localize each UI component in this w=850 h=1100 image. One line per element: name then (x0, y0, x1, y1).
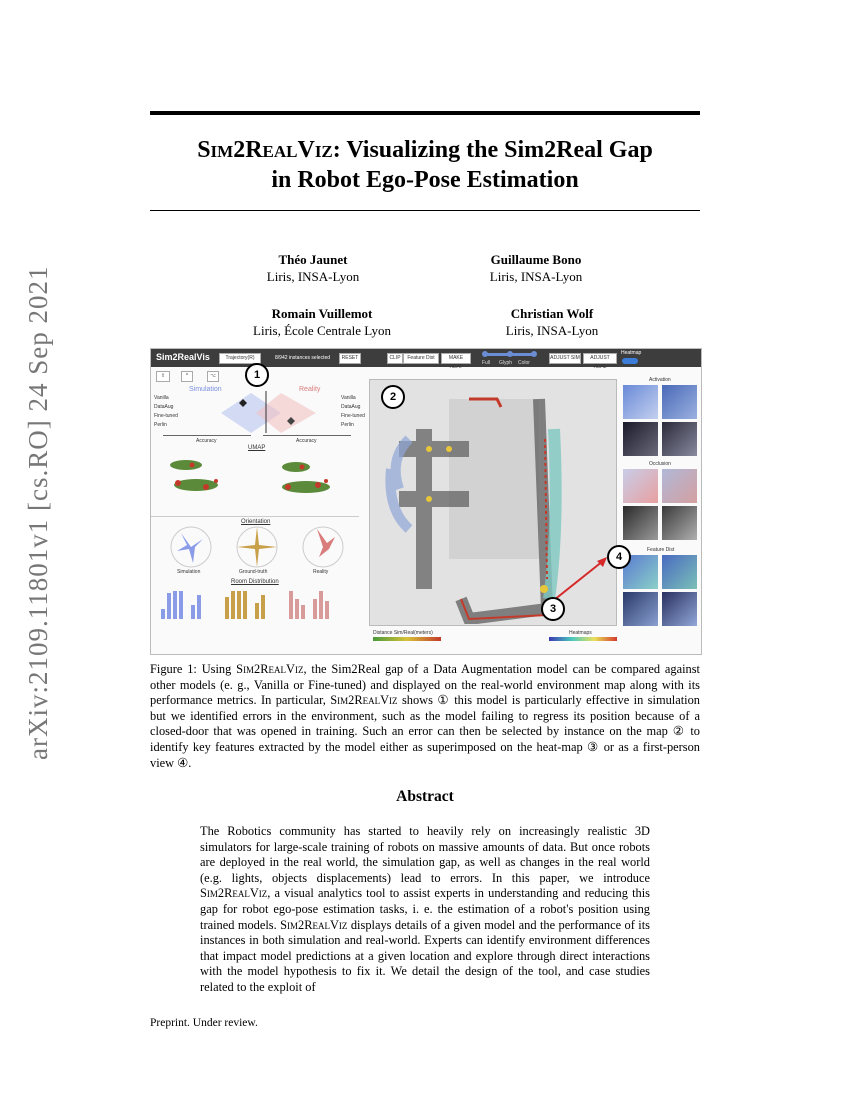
umap-scatter (156, 453, 356, 503)
model-name: DataAug (154, 404, 174, 410)
occlusion-thumbnail[interactable] (623, 469, 658, 503)
room-distribution-title: Room Distribution (231, 579, 279, 585)
callout-4: 4 (607, 545, 631, 569)
app-name: Sim2RealVis (156, 352, 210, 362)
author-name: Romain Vuillemot (271, 306, 373, 321)
abstract-body (200, 824, 650, 996)
title-tool-name: Sim2RealViz (197, 137, 333, 163)
abstract-text: , a visual analytics tool to assist experts in understanding and reducing this gap for robot ego-pose estimation tasks, i. e. the estimation of a robot's position using trained models. (200, 886, 650, 932)
author-block (426, 251, 646, 285)
orientation-name: Ground-truth (239, 569, 268, 575)
mode-slider-handle[interactable] (531, 351, 537, 357)
accuracy-axis (163, 435, 251, 436)
distance-color-scale (373, 637, 441, 641)
author-name: Guillaume Bono (490, 252, 582, 267)
model-name: DataAug (341, 404, 361, 410)
author-name: Théo Jaunet (278, 252, 348, 267)
clip-button[interactable]: CLIP (387, 353, 403, 364)
slider-label-color: Color (518, 360, 530, 366)
alt-key-icon[interactable]: ⌥ (207, 371, 219, 382)
map-floor (449, 399, 539, 559)
umap-title: UMAP (248, 445, 266, 451)
caption-tool-name: Sim2RealViz (330, 693, 398, 708)
real-accuracy-area (256, 393, 316, 433)
trajectory-dropdown[interactable]: Trajectory(R) (219, 353, 261, 364)
adjust-real-button[interactable]: ADJUST REAL (583, 353, 617, 364)
caption-tool-name: Sim2RealViz (236, 662, 304, 676)
real-orientation-rose (317, 529, 335, 557)
section-divider (151, 516, 359, 517)
feature-thumbnail[interactable] (623, 592, 658, 626)
orientation-title: Orientation (241, 519, 271, 525)
feature-dist-dropdown[interactable]: Feature Dist (403, 353, 439, 364)
gt-room-bars (225, 591, 265, 619)
feature-thumbnail[interactable] (662, 555, 697, 589)
slider-label-glyph: Glyph (499, 360, 513, 366)
accuracy-plot (181, 391, 351, 433)
title-line2: in Robot Ego-Pose Estimation (271, 167, 579, 193)
paper-title (150, 135, 700, 195)
shift-key-icon[interactable]: ⇧ (156, 371, 170, 382)
slider-label-full: Full (482, 360, 491, 366)
heatmap-toggle[interactable] (622, 358, 638, 364)
title-bottom-rule (150, 210, 700, 211)
callout-3: 3 (541, 597, 565, 621)
author-affiliation: Liris, INSA-Lyon (489, 269, 583, 284)
mode-slider-handle[interactable] (507, 351, 513, 357)
make-heat-button[interactable]: MAKE HEAT (441, 353, 471, 364)
abstract-tool-name: Sim2RealViz (280, 917, 348, 932)
activation-thumbnail[interactable] (662, 385, 697, 419)
caption-prefix: Figure 1: Using (150, 662, 237, 676)
arxiv-identifier: arXiv:2109.11801v1 [cs.RO] 24 Sep 2021 (23, 265, 53, 760)
orientation-roses (169, 525, 349, 569)
reset-button[interactable]: RESET (339, 353, 361, 364)
figure-screenshot (150, 348, 702, 655)
model-name: Vanilla (154, 395, 169, 401)
feature-thumbnail[interactable] (662, 592, 697, 626)
author-affiliation: Liris, INSA-Lyon (505, 323, 599, 338)
callout-2: 2 (381, 385, 405, 409)
top-rule (150, 111, 700, 115)
author-name: Christian Wolf (510, 306, 594, 321)
simulation-label: Simulation (189, 386, 222, 393)
distance-legend-label: Distance Sim/Real(meters) (373, 630, 433, 636)
abstract-heading: Abstract (396, 788, 454, 805)
model-name: Vanilla (341, 395, 356, 401)
occlusion-thumbnail[interactable] (662, 469, 697, 503)
author-affiliation: Liris, INSA-Lyon (266, 269, 360, 284)
accuracy-axis (263, 435, 351, 436)
author-block (203, 251, 423, 285)
accuracy-axis-label: Accuracy (196, 438, 217, 444)
heatmap-toggle-label: Heatmap (621, 350, 642, 356)
ctrl-key-icon[interactable]: ^ (181, 371, 193, 382)
abstract-tool-name: Sim2RealViz (200, 886, 268, 901)
occlusion-thumbnail[interactable] (662, 506, 697, 540)
occlusion-thumbnail[interactable] (623, 506, 658, 540)
model-name: Fine-tuned (341, 413, 365, 419)
model-name: Perlin (154, 422, 167, 428)
activation-thumbnail[interactable] (623, 385, 658, 419)
model-name: Perlin (341, 422, 354, 428)
activation-thumbnail[interactable] (623, 422, 658, 456)
sim-room-bars (161, 591, 201, 619)
author-block (442, 305, 662, 339)
heatmap-color-scale (549, 637, 617, 641)
reality-label: Reality (299, 386, 321, 393)
feature-dist-panel-label: Feature Dist (647, 547, 675, 553)
accuracy-axis-label: Accuracy (296, 438, 317, 444)
caption-text: , the Sim2Real gap of a Data Augmentation model can be compared against other models (e. g., Vanilla or Fine-tuned) and displayed on the real-world environment map along with its performance metrics. In particular, (150, 662, 700, 708)
abstract-text: displays details of a given model and the performance of its instances in both simulation and real-world. Experts can identify environment differences that impact model predictions at a given location and explore through direct interactions with the model hypothesis to fix it. We detail the design of the tool, and case studies related to the exploit of (200, 917, 650, 994)
mode-slider-handle[interactable] (482, 351, 488, 357)
sim-orientation-rose (177, 533, 203, 563)
activation-thumbnail[interactable] (662, 422, 697, 456)
author-affiliation: Liris, École Centrale Lyon (253, 323, 391, 338)
activation-label: Activation (649, 377, 671, 383)
callout-1: 1 (245, 363, 269, 387)
author-block (212, 305, 432, 339)
title-line1: : Visualizing the Sim2Real Gap (332, 137, 653, 163)
instances-selected: 8/942 instances selected (275, 355, 331, 361)
heatmaps-legend-label: Heatmaps (569, 630, 592, 636)
real-room-bars (289, 591, 329, 619)
caption-text: shows ① this model is particularly effective in simulation but we identified errors in the environment, such as the model failing to regress its position because of a closed-door that was opened in training. Such an error can then be selected by instance on the map ② to identify key features extracted by the model either as superimposed on the heat-map ③ or as a first-person view ④. (150, 693, 700, 770)
orientation-name: Reality (313, 569, 329, 575)
abstract-text: The Robotics community has started to heavily rely on increasingly realistic 3D simulators for large-scale training of robots on massive amounts of data. But once robots are deployed in the real world, the simulation gap, as well as changes in the real world (e.g. lights, objects displacements) lead to errors. In this paper, we introduce (200, 824, 650, 885)
occlusion-label: Occlusion (649, 461, 671, 467)
figure-caption (150, 662, 700, 771)
adjust-sim-button[interactable]: ADJUST SIM (549, 353, 581, 364)
model-name: Fine-tuned (154, 413, 178, 419)
orientation-name: Simulation (177, 569, 201, 575)
room-distribution-bars (159, 587, 355, 621)
preprint-footer: Preprint. Under review. (150, 1017, 258, 1029)
